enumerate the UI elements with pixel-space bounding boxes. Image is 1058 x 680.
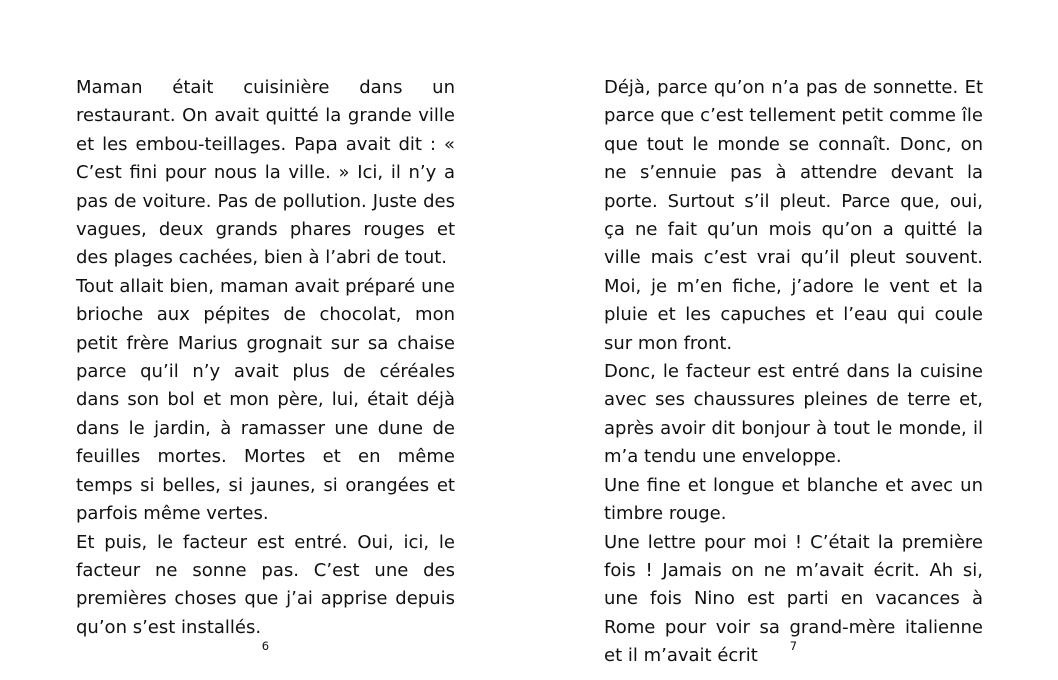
paragraph: Une fine et longue et blanche et avec un timbre rouge. xyxy=(604,474,983,525)
paragraph: Donc, le facteur est entré dans la cuisine avec ses chaussures pleines de terre et, après avoir dit bonjour à tout le monde, il m’a tendu une enveloppe. xyxy=(604,361,983,468)
page-number-right: 7 xyxy=(789,639,798,653)
paragraph: Maman était cuisinière dans un restaurant. On avait quitté la grande ville et les embou-teillages. Papa avait dit : « C’est fini pour nous la ville. » Ici, il n’y a pas de voiture. Pas de pollution. Juste des vagues, deux grands phares rouges et des plages cachées, bien à l’abri de tout. xyxy=(76,77,455,269)
page-right-textblock xyxy=(604,74,983,671)
paragraph: Une lettre pour moi ! C’était la première fois ! Jamais on ne m’avait écrit. Ah si, une fois Nino est parti en vacances à Rome pour voir sa grand-mère italienne et il m’avait écrit xyxy=(604,531,983,667)
page-number-left: 6 xyxy=(261,639,270,653)
paragraph: Déjà, parce qu’on n’a pas de sonnette. Et parce que c’est tellement petit comme île que tout le monde se connaît. Donc, on ne s’ennuie pas à attendre devant la porte. Surtout s’il pleut. Parce que, oui, ça ne fait qu’un mois qu’on a quitté la ville mais c’est vrai qu’il pleut souvent. Moi, je m’en fiche, j’adore le vent et la pluie et les capuches et l’eau qui coule sur mon front. xyxy=(604,77,983,354)
page-left-textblock xyxy=(76,74,455,642)
paragraph: Tout allait bien, maman avait préparé une brioche aux pépites de chocolat, mon petit frère Marius grognait sur sa chaise parce qu’il n’y avait plus de céréales dans son bol et mon père, lui, était déjà dans le jardin, à ramasser une dune de feuilles mortes. Mortes et en même temps si belles, si jaunes, si orangées et parfois même vertes. xyxy=(76,275,455,525)
paragraph: Et puis, le facteur est entré. Oui, ici, le facteur ne sonne pas. C’est une des premières choses que j’ai apprise depuis qu’on s’est installés. xyxy=(76,531,455,638)
page-right xyxy=(529,0,1058,680)
